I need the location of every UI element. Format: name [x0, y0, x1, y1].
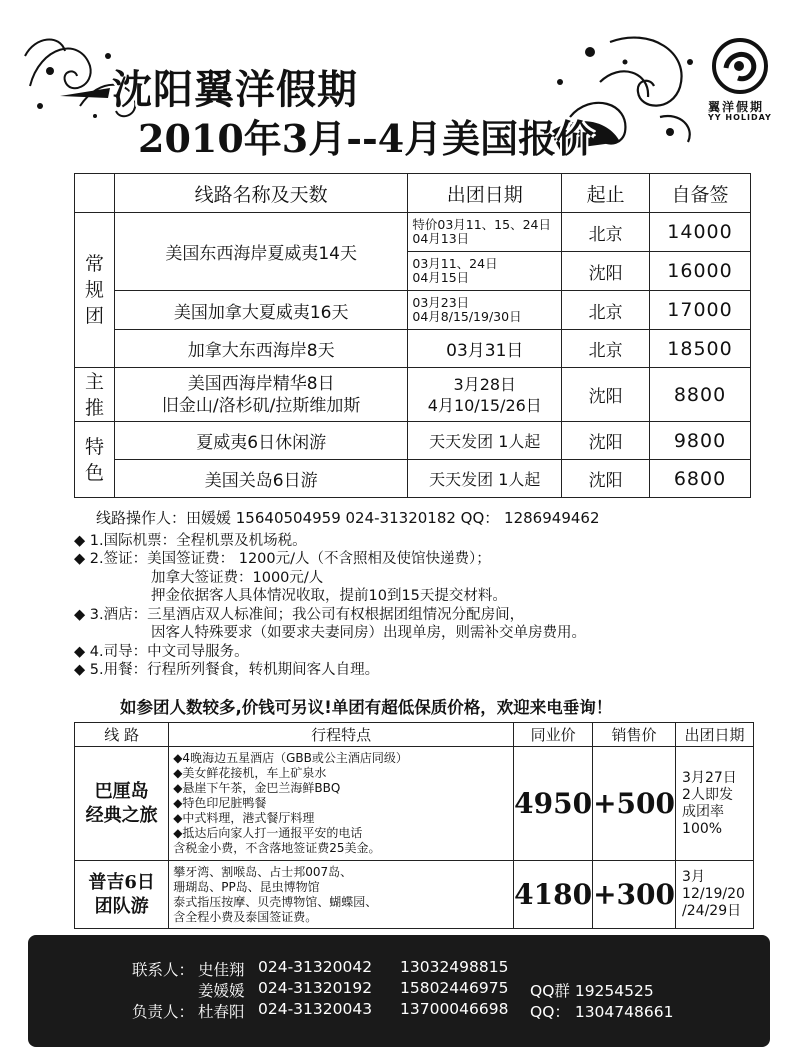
category-special: 特色	[75, 422, 115, 498]
tour-route: 普吉6日 团队游	[75, 861, 169, 929]
tour-table	[74, 722, 754, 929]
visa-price: 9800	[650, 422, 751, 460]
page-title: 沈阳翼洋假期	[112, 66, 358, 113]
note-meals: ◆ 5.用餐：行程所列餐食，转机期间客人自理。	[74, 662, 380, 678]
note-visa-deposit: 押金依据客人具体情况收取，提前10到15天提交材料。	[151, 588, 507, 604]
visa-price: 18500	[650, 330, 751, 368]
header-blank	[75, 174, 115, 213]
visa-price: 8800	[650, 368, 751, 422]
page-subtitle: 2010年3月--4月美国报价	[138, 116, 595, 161]
route-name: 美国西海岸精华8日 旧金山/洛杉矶/拉斯维加斯	[114, 368, 407, 422]
header-route: 线路名称及天数	[114, 174, 407, 213]
table-row	[75, 213, 751, 252]
table-row	[75, 291, 751, 330]
tour-dates: 3月 12/19/20 /24/29日	[676, 861, 754, 929]
tour-features: 攀牙湾、割喉岛、占士邦007岛、 珊瑚岛、PP岛、昆虫博物馆 泰式指压按摩、贝壳博物馆、蝴蝶园、 含全程小费及泰国签证费。	[169, 861, 514, 929]
page-header	[0, 0, 800, 170]
depart-dates: 天天发团 1人起	[408, 422, 562, 460]
route-name: 美国加拿大夏威夷16天	[114, 291, 407, 330]
category-regular: 常规团	[75, 213, 115, 368]
sale-price: +300	[593, 861, 676, 929]
logo-name-cn: 翼洋假期	[708, 100, 765, 114]
visa-price: 6800	[650, 460, 751, 498]
table-row	[75, 422, 751, 460]
depart-dates: 03月23日 04月8/15/19/30日	[408, 291, 562, 330]
depart-city: 沈阳	[562, 368, 650, 422]
table-row	[75, 747, 754, 861]
depart-city: 沈阳	[562, 422, 650, 460]
yy-holiday-logo-icon	[712, 38, 768, 94]
depart-city: 沈阳	[562, 252, 650, 291]
header-route: 线 路	[75, 723, 169, 747]
tour-route: 巴厘岛 经典之旅	[75, 747, 169, 861]
price-table-header	[75, 174, 751, 213]
table-row	[75, 861, 754, 929]
price-table	[74, 173, 751, 498]
category-featured: 主推	[75, 368, 115, 422]
tour-dates: 3月27日 2人即发 成团率 100%	[676, 747, 754, 861]
note-airfare: ◆ 1.国际机票：全程机票及机场税。	[74, 532, 307, 549]
tour-features: ◆4晚海边五星酒店（GBB或公主酒店同级） ◆美女鲜花接机，车上矿泉水 ◆悬崖下午茶，金巴兰海鲜BBQ ◆特色印尼脏鸭餐 ◆中式料理，港式餐厅料理 ◆抵达后向家人打一通报平安的电话 含税金小费，不含落地签证费25美金。	[169, 747, 514, 861]
route-name: 夏威夷6日休闲游	[114, 422, 407, 460]
depart-dates: 03月11、24日 04月15日	[408, 252, 562, 291]
trade-price: 4180	[514, 861, 593, 929]
route-name: 美国东西海岸夏威夷14天	[114, 213, 407, 291]
header-price: 自备签	[650, 174, 751, 213]
header-dates: 出团日期	[676, 723, 754, 747]
visa-price: 16000	[650, 252, 751, 291]
depart-city: 北京	[562, 291, 650, 330]
note-hotel: ◆ 3.酒店：三星酒店双人标准间；我公司有权根据团组情况分配房间，	[74, 606, 525, 623]
depart-city: 沈阳	[562, 460, 650, 498]
note-hotel-extra: 因客人特殊要求（如要求夫妻同房）出现单房，则需补交单房费用。	[151, 625, 586, 641]
table-row	[75, 330, 751, 368]
depart-dates: 天天发团 1人起	[408, 460, 562, 498]
contact-box: 联系人： 史佳翔 024-31320042 13032498815 姜媛媛 024-31320192 15802446975 QQ群 19254525 负责人： 杜春阳 024-31320043 13700046698 QQ： 1304748661	[28, 935, 770, 1047]
header-features: 行程特点	[169, 723, 514, 747]
note-guide: ◆ 4.司导：中文司导服务。	[74, 643, 249, 660]
depart-dates: 03月31日	[408, 330, 562, 368]
table-row	[75, 368, 751, 422]
operator-line: 线路操作人：田媛媛 15640504959 024-31320182 QQ： 1286949462	[96, 509, 600, 527]
note-visa-canada: 加拿大签证费：1000元/人	[151, 569, 324, 586]
depart-dates: 特价03月11、15、24日 04月13日	[408, 213, 562, 252]
logo-name-en: YY HOLIDAY	[708, 113, 772, 122]
info-notes	[74, 509, 764, 680]
header-city: 起止	[562, 174, 650, 213]
route-name: 美国关岛6日游	[114, 460, 407, 498]
promo-text: 如参团人数较多,价钱可另议!单团有超低保质价格，欢迎来电垂询！	[120, 698, 613, 717]
tour-table-header	[75, 723, 754, 747]
visa-price: 17000	[650, 291, 751, 330]
header-trade-price: 同业价	[514, 723, 593, 747]
depart-city: 北京	[562, 330, 650, 368]
depart-city: 北京	[562, 213, 650, 252]
route-name: 加拿大东西海岸8天	[114, 330, 407, 368]
sale-price: +500	[593, 747, 676, 861]
header-date: 出团日期	[408, 174, 562, 213]
note-visa: ◆ 2.签证： 美国签证费： 1200元/人（不含照相及使馆快递费）；	[74, 551, 491, 567]
visa-price: 14000	[650, 213, 751, 252]
depart-dates: 3月28日 4月10/15/26日	[408, 368, 562, 422]
header-sale-price: 销售价	[593, 723, 676, 747]
table-row	[75, 460, 751, 498]
trade-price: 4950	[514, 747, 593, 861]
